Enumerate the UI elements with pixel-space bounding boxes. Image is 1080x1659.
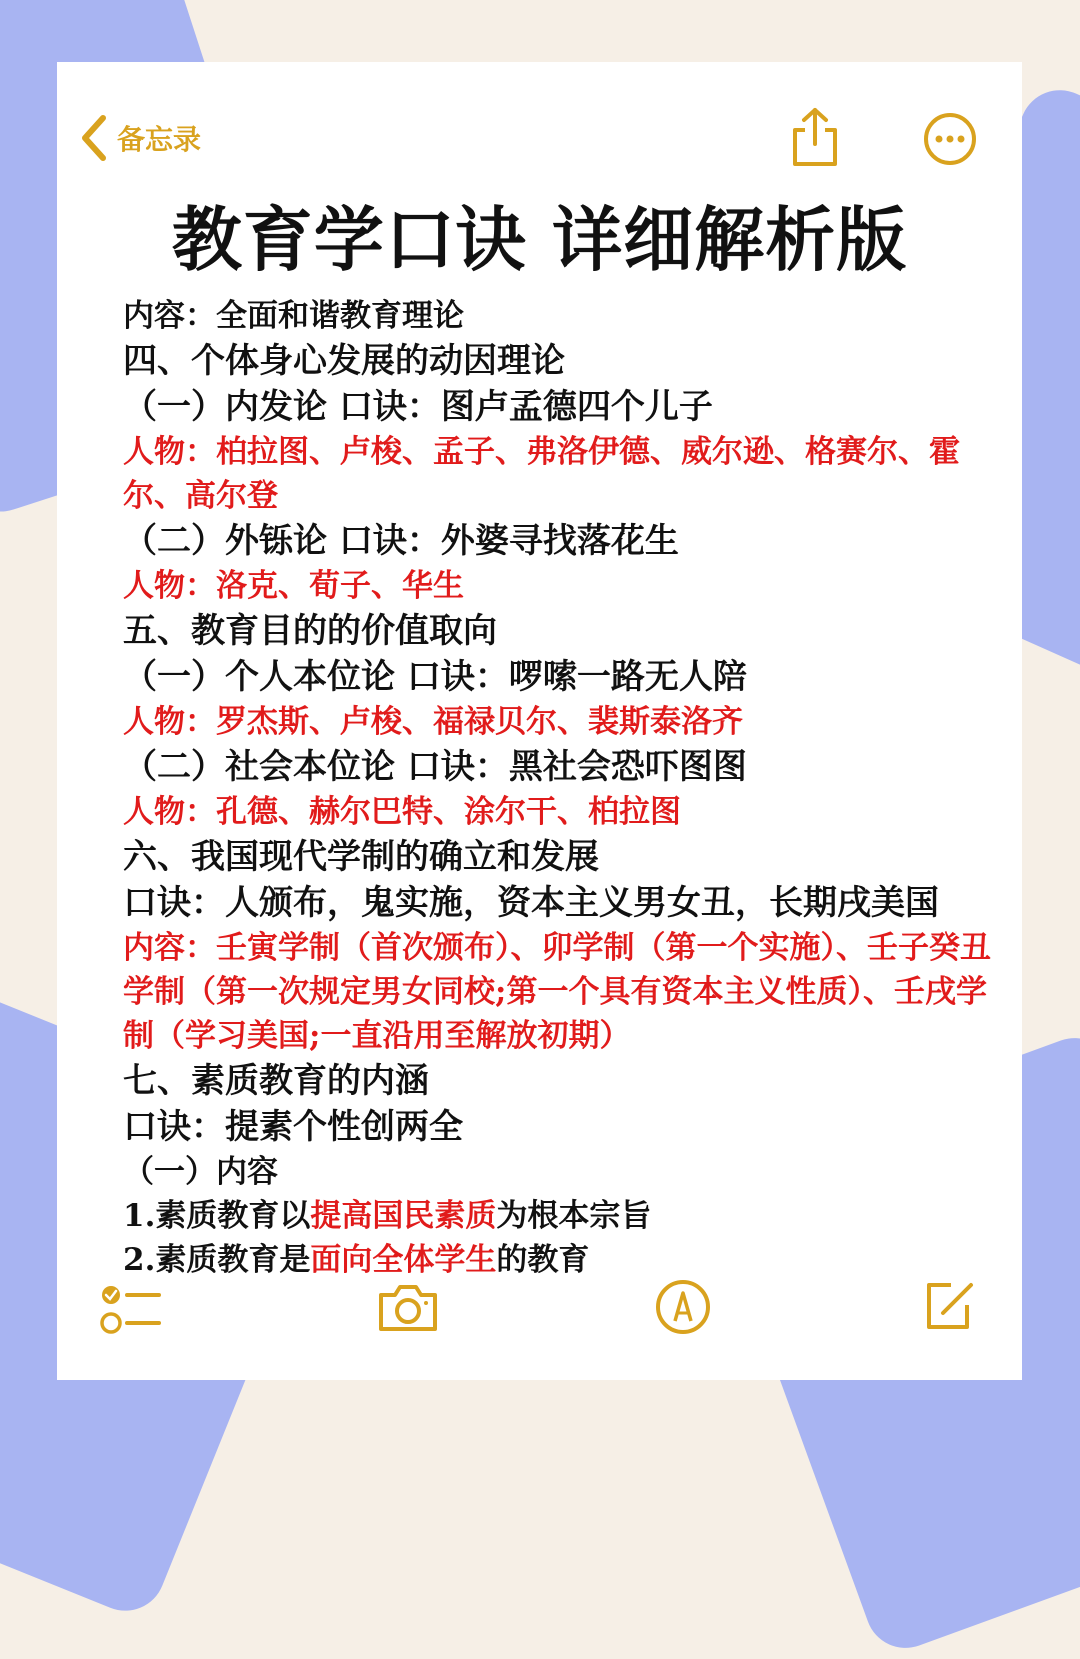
bottom-toolbar [57,1267,1022,1347]
compose-icon[interactable] [921,1277,979,1335]
list-item: 1.素质教育以提高国民素质为根本宗旨 [123,1198,652,1234]
line-content-intro: 内容：全面和谐教育理论 [123,298,464,334]
list-item: 2.素质教育是面向全体学生的教育 [123,1242,590,1278]
people-line: 人物：孔德、赫尔巴特、涂尔干、柏拉图 [123,794,681,830]
back-label: 备忘录 [117,123,202,156]
subheading-line: （一）内容 [123,1154,278,1190]
people-line: 人物：罗杰斯、卢梭、福禄贝尔、裴斯泰洛齐 [123,704,743,740]
people-line: 人物：柏拉图、卢梭、孟子、弗洛伊德、威尔逊、格赛尔、霍尔、高尔登 [123,434,960,514]
mnemonic-line: （一）个人本位论 口诀：啰嗦一路无人陪 [123,657,747,697]
mnemonic-line: 口诀：提素个性创两全 [123,1107,463,1147]
camera-icon[interactable] [375,1281,441,1335]
checklist-icon[interactable] [99,1281,163,1337]
note-title: 教育学口诀 详细解析版 [171,199,908,281]
section-heading: 六、我国现代学制的确立和发展 [123,837,599,877]
mnemonic-line: （一）内发论 口诀：图卢孟德四个儿子 [123,387,713,427]
mnemonic-line: （二）外铄论 口诀：外婆寻找落花生 [123,521,679,561]
people-line: 人物：洛克、荀子、华生 [123,568,464,604]
chevron-left-icon [79,114,109,162]
mnemonic-line: （二）社会本位论 口诀：黑社会恐吓图图 [123,747,747,787]
top-navigation-bar [57,62,1022,182]
section-heading: 五、教育目的的价值取向 [123,611,497,651]
back-button[interactable] [79,114,201,162]
section-heading: 四、个体身心发展的动因理论 [123,341,565,381]
markup-pen-icon[interactable] [653,1277,713,1337]
more-icon[interactable] [923,112,977,166]
share-icon[interactable] [787,106,843,168]
note-body[interactable] [123,294,1003,1282]
mnemonic-line: 口诀：人颁布，鬼实施，资本主义男女丑，长期戌美国 [123,883,939,923]
content-line: 内容：壬寅学制（首次颁布）、卯学制（第一个实施）、壬子癸丑学制（第一次规定男女同校;第一个具有资本主义性质）、壬戌学制（学习美国;一直沿用至解放初期） [123,930,991,1054]
section-heading: 七、素质教育的内涵 [123,1061,429,1101]
note-card [57,62,1022,1380]
